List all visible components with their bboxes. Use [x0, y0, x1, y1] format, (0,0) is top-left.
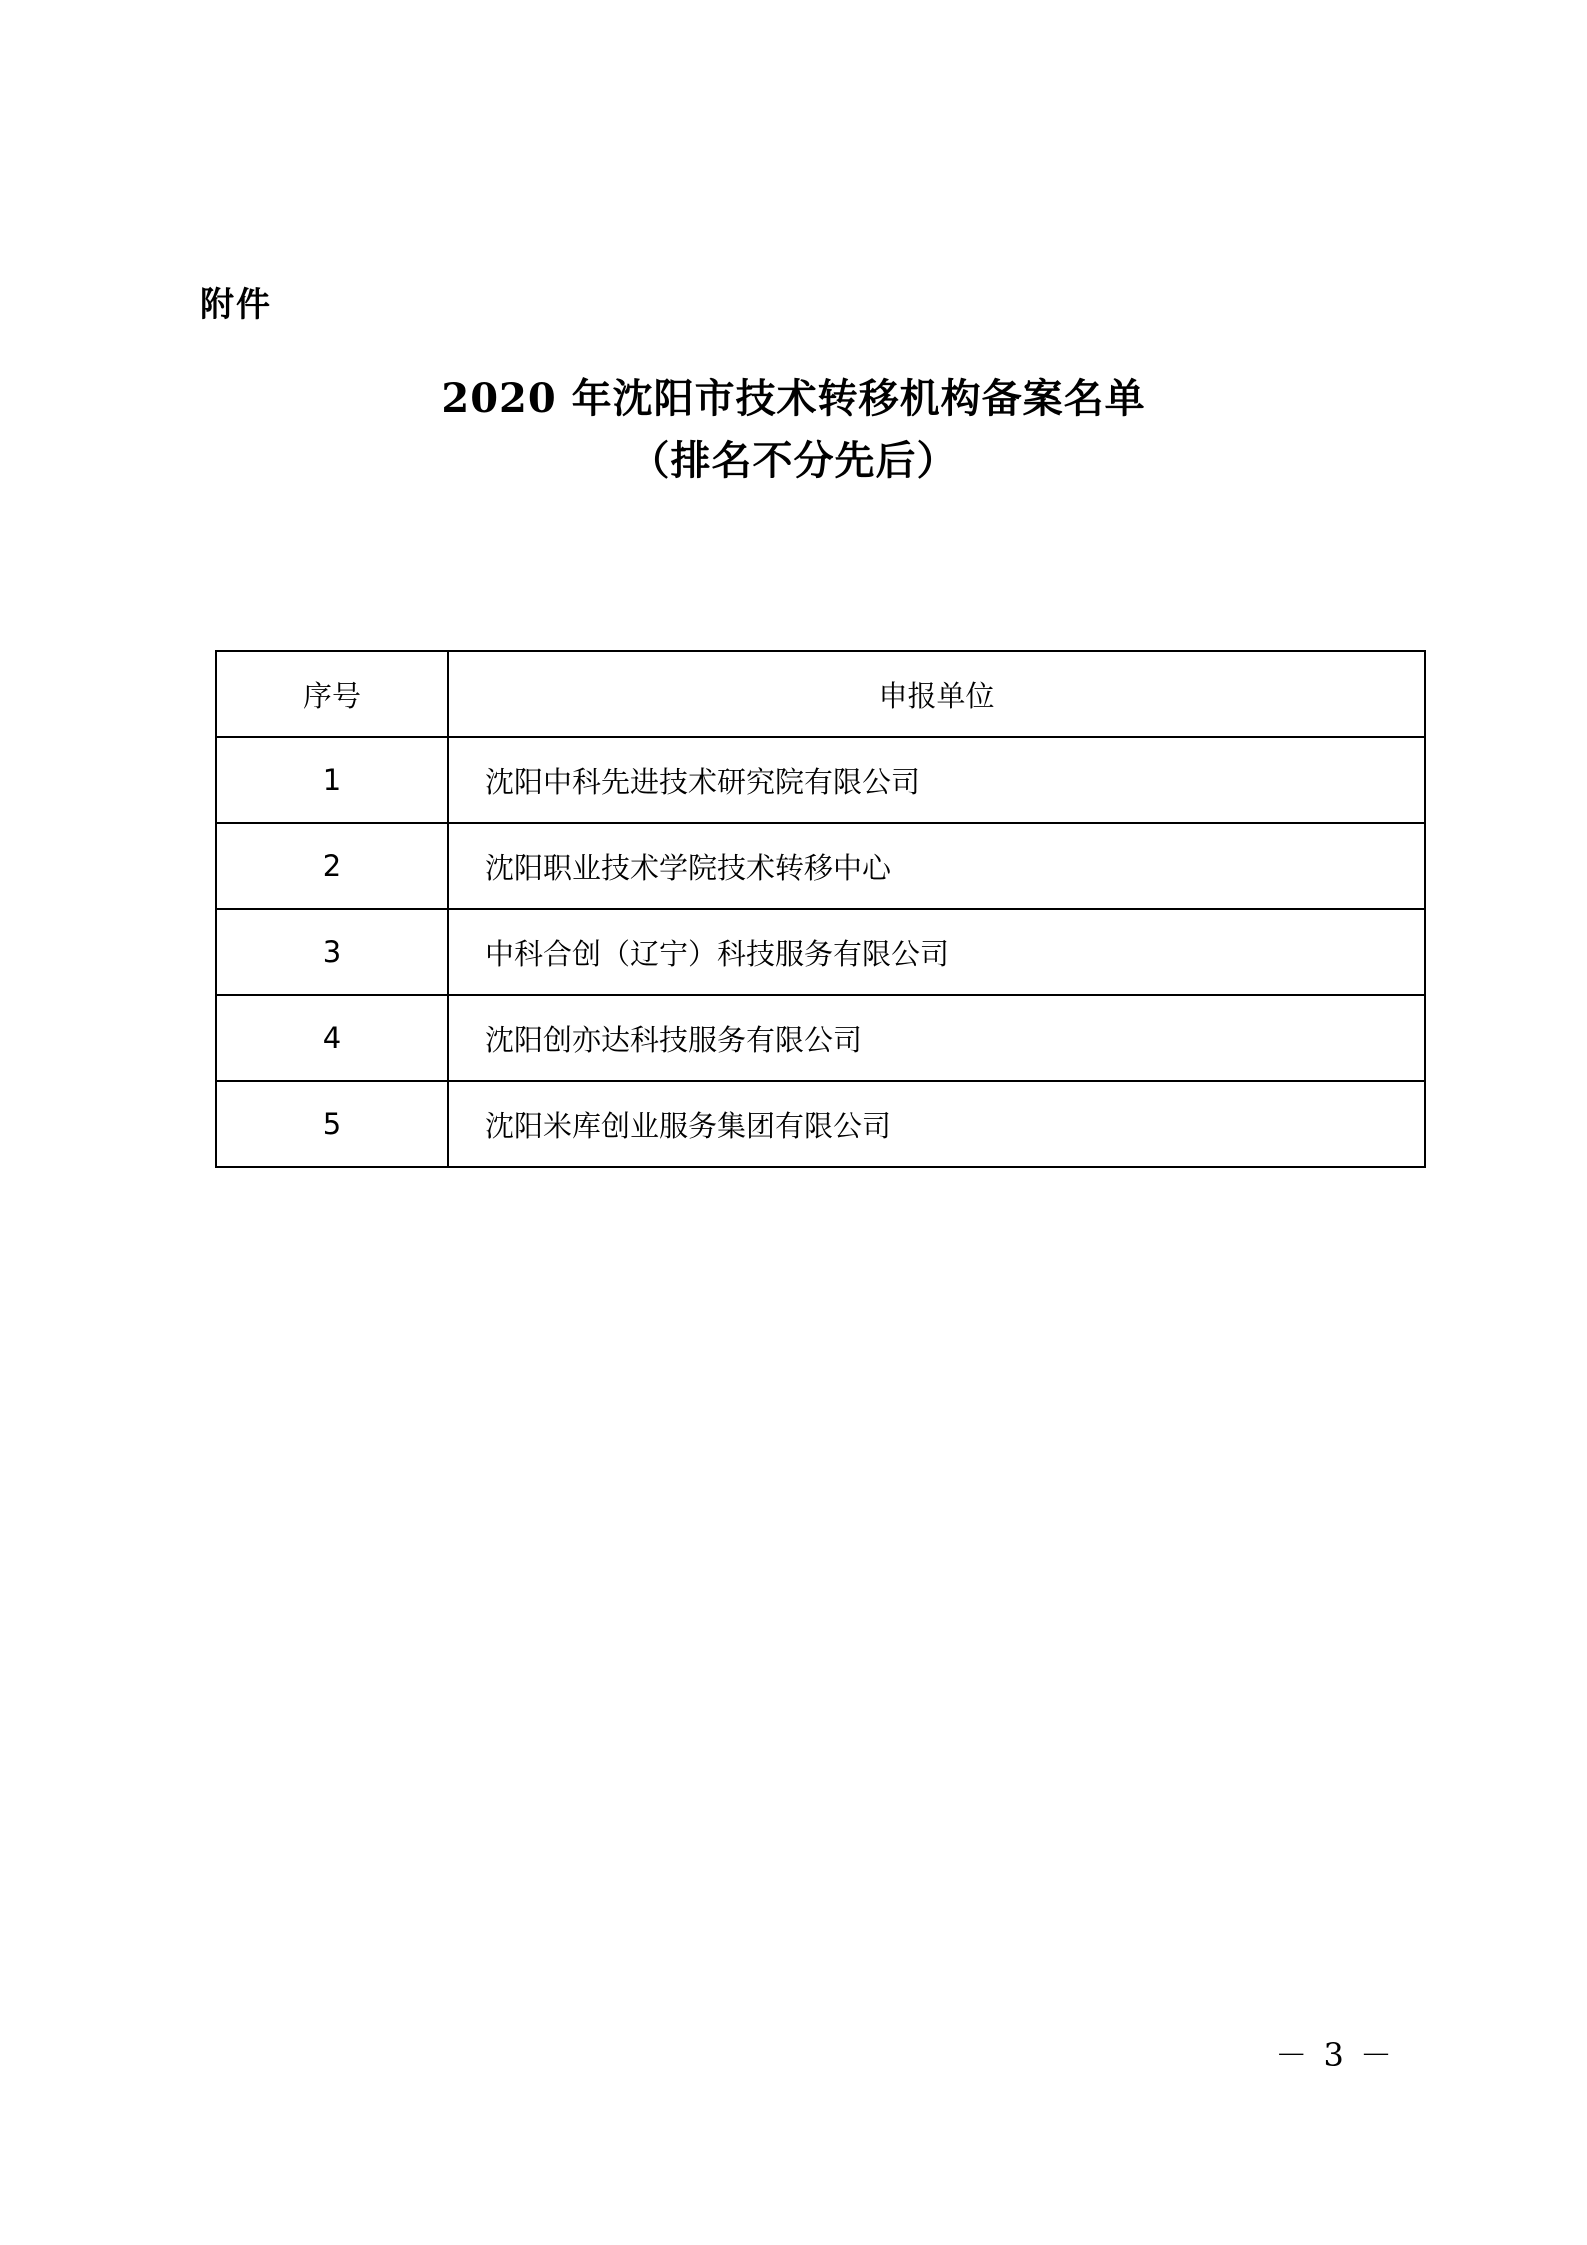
table-row [216, 737, 1425, 823]
row-agency-name: 沈阳中科先进技术研究院有限公司 [448, 737, 1425, 823]
table-row [216, 1081, 1425, 1167]
table-header-row [216, 651, 1425, 737]
table-row [216, 909, 1425, 995]
row-index: 5 [216, 1081, 448, 1167]
page-number: － 3 － [1275, 2036, 1395, 2074]
row-index: 3 [216, 909, 448, 995]
page-title [0, 368, 1587, 492]
attachment-label: 附件 [200, 285, 272, 325]
row-agency-name: 中科合创（辽宁）科技服务有限公司 [448, 909, 1425, 995]
column-header-index: 序号 [216, 651, 448, 737]
row-index: 1 [216, 737, 448, 823]
row-index: 2 [216, 823, 448, 909]
table-row [216, 823, 1425, 909]
table-row [216, 995, 1425, 1081]
row-agency-name: 沈阳职业技术学院技术转移中心 [448, 823, 1425, 909]
title-line-1: 2020 年沈阳市技术转移机构备案名单 [441, 375, 1146, 422]
row-index: 4 [216, 995, 448, 1081]
agency-list-table [215, 650, 1426, 1168]
row-agency-name: 沈阳创亦达科技服务有限公司 [448, 995, 1425, 1081]
title-line-2: （排名不分先后） [629, 437, 958, 484]
row-agency-name: 沈阳米库创业服务集团有限公司 [448, 1081, 1425, 1167]
column-header-name: 申报单位 [448, 651, 1425, 737]
